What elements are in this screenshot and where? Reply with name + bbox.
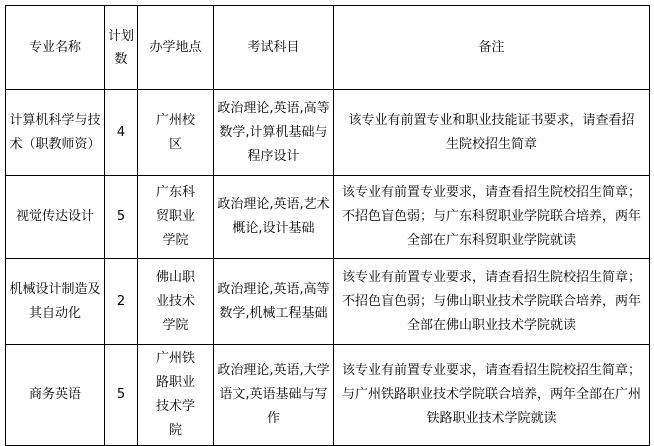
location-cell: 广州校区 (138, 90, 214, 176)
table-row (6, 90, 650, 176)
subjects-cell: 政治理论,英语,艺术概论,设计基础 (214, 176, 334, 259)
subjects-cell: 政治理论,英语,高等数学,机械工程基础 (214, 259, 334, 345)
admissions-table (5, 5, 650, 446)
table-row (6, 259, 650, 345)
table-row (6, 176, 650, 259)
table-row (6, 345, 650, 446)
note-cell: 该专业有前置专业要求，请查看招生院校招生简章；不招色盲色弱；与佛山职业技术学院联合培养，两年全部在佛山职业技术学院就读 (334, 259, 650, 345)
plan-cell: 4 (105, 90, 138, 176)
major-cell: 计算机科学与技术（职教师资） (6, 90, 105, 176)
note-cell: 该专业有前置专业要求，请查看招生院校招生简章；不招色盲色弱；与广东科贸职业学院联合培养，两年全部在广东科贸职业学院就读 (334, 176, 650, 259)
plan-cell: 5 (105, 176, 138, 259)
header-major: 专业名称 (6, 6, 105, 90)
major-cell: 商务英语 (6, 345, 105, 446)
subjects-cell: 政治理论,英语,高等数学,计算机基础与程序设计 (214, 90, 334, 176)
plan-cell: 5 (105, 345, 138, 446)
major-cell: 机械设计制造及其自动化 (6, 259, 105, 345)
header-note: 备注 (334, 6, 650, 90)
header-location: 办学地点 (138, 6, 214, 90)
location-cell: 佛山职业技术学院 (138, 259, 214, 345)
note-cell: 该专业有前置专业要求，请查看招生院校招生简章；与广州铁路职业技术学院联合培养，两年全部在广州铁路职业技术学院就读 (334, 345, 650, 446)
plan-cell: 2 (105, 259, 138, 345)
location-cell: 广东科贸职业学院 (138, 176, 214, 259)
header-subjects: 考试科目 (214, 6, 334, 90)
location-cell: 广州铁路职业技术学院 (138, 345, 214, 446)
subjects-cell: 政治理论,英语,大学语文,英语基础与写作 (214, 345, 334, 446)
header-row (6, 6, 650, 90)
header-plan: 计划数 (105, 6, 138, 90)
note-cell: 该专业有前置专业和职业技能证书要求，请查看招生院校招生简章 (334, 90, 650, 176)
major-cell: 视觉传达设计 (6, 176, 105, 259)
